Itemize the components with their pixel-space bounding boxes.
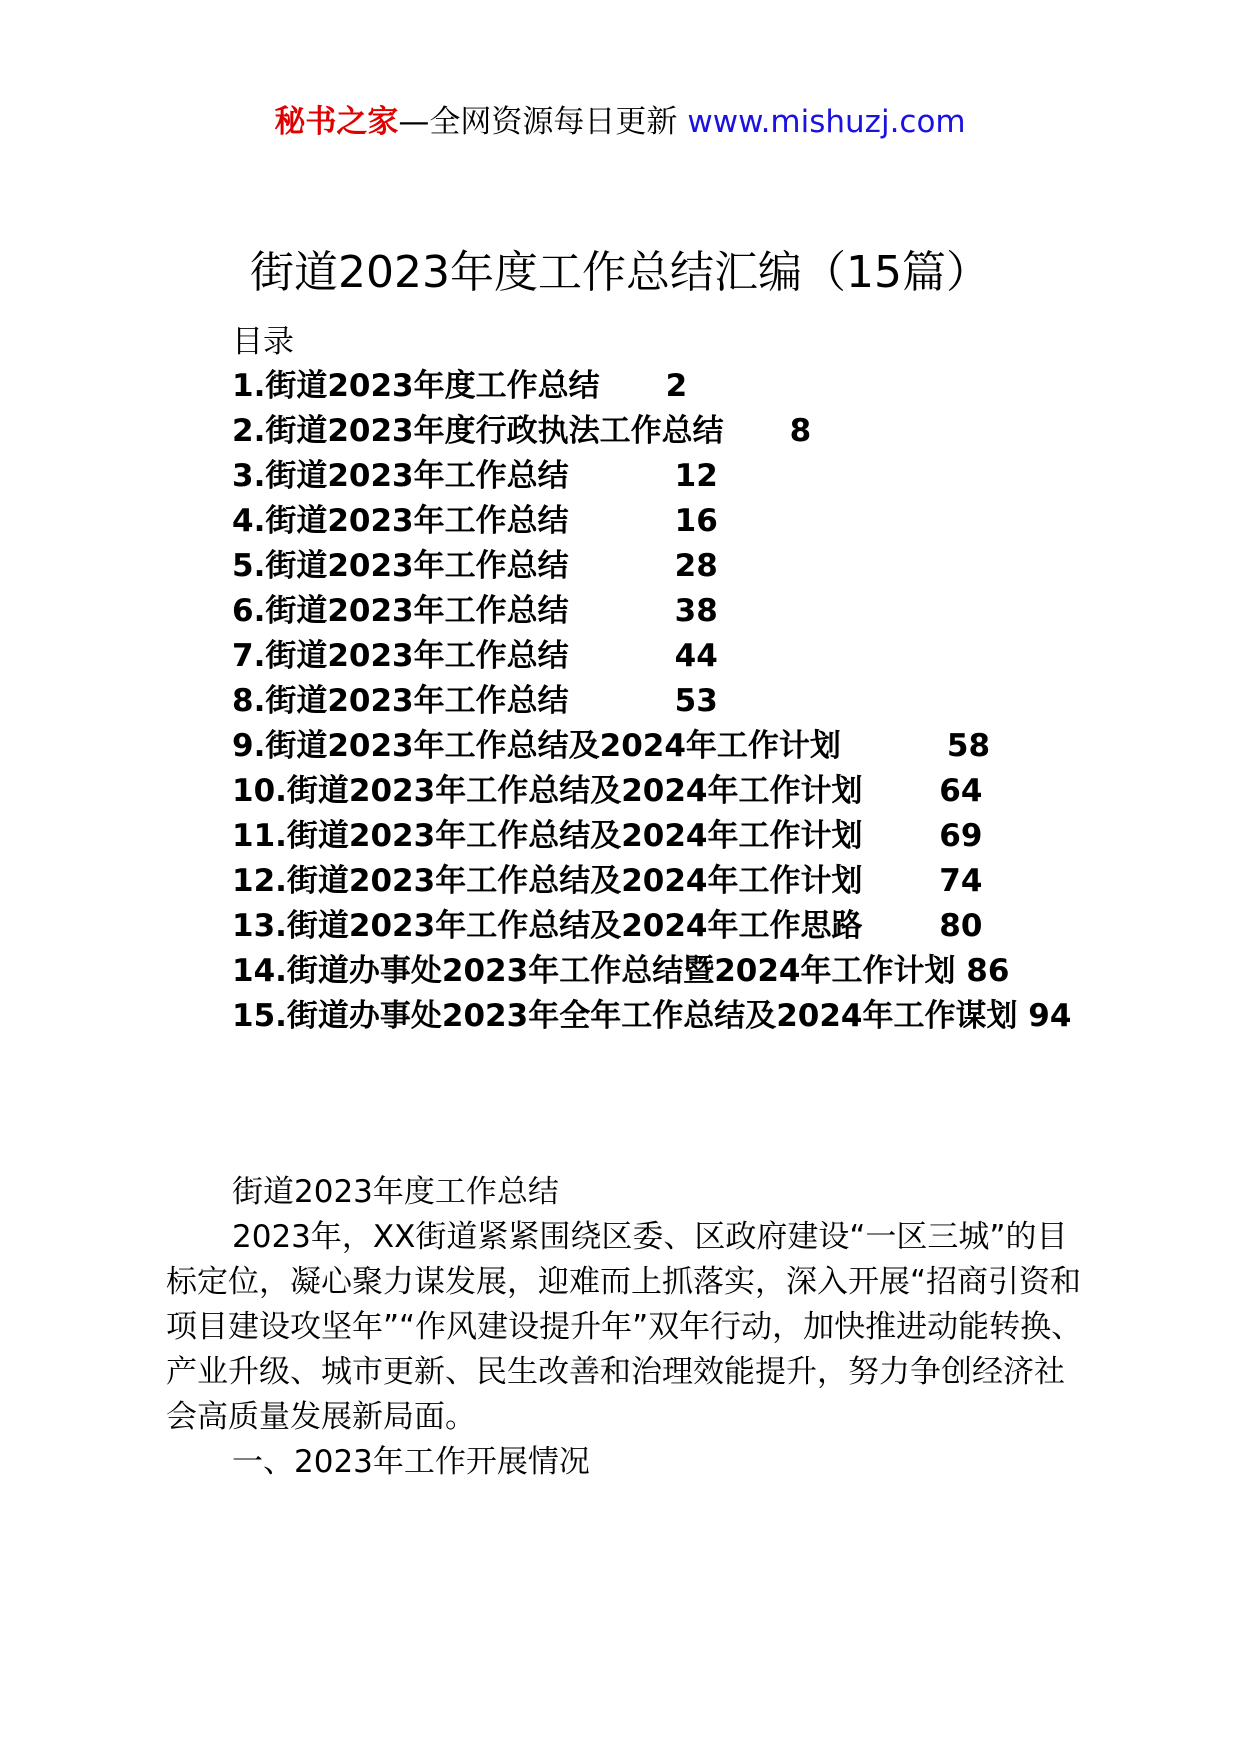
- toc-item-page: 74: [939, 863, 983, 899]
- toc-item-page: 58: [946, 728, 991, 764]
- toc-item-page: 80: [939, 908, 983, 944]
- toc-item-page: 16: [674, 503, 718, 539]
- site-header: [0, 102, 1240, 142]
- toc-item-label: 3.街道2023年工作总结: [232, 458, 569, 494]
- section-title: 街道2023年度工作总结: [232, 1174, 559, 1210]
- toc-item-label: 13.街道2023年工作总结及2024年工作思路: [232, 908, 863, 944]
- toc-item[interactable]: [166, 634, 1086, 679]
- toc-item[interactable]: [166, 499, 1086, 544]
- toc-item-label: 5.街道2023年工作总结: [232, 548, 569, 584]
- toc-item-page: 53: [674, 683, 718, 719]
- toc-item[interactable]: [166, 994, 1086, 1039]
- toc-item[interactable]: [166, 679, 1086, 724]
- toc-item-page: 86: [966, 953, 1010, 989]
- document-body: [166, 1170, 1086, 1485]
- toc-item[interactable]: [166, 814, 1086, 859]
- toc-item[interactable]: [166, 859, 1086, 904]
- toc-item[interactable]: [166, 949, 1086, 994]
- toc-item[interactable]: [166, 364, 1086, 409]
- toc-item-label: 12.街道2023年工作总结及2024年工作计划: [232, 863, 863, 899]
- toc-item-page: 69: [939, 818, 983, 854]
- toc-item[interactable]: [166, 769, 1086, 814]
- toc-item[interactable]: [166, 589, 1086, 634]
- toc-item-page: 2: [665, 368, 688, 404]
- toc-item-label: 4.街道2023年工作总结: [232, 503, 569, 539]
- toc-item-page: 94: [1028, 998, 1072, 1034]
- document-title: 街道2023年度工作总结汇编（15篇）: [250, 247, 990, 298]
- site-url-link[interactable]: www.mishuzj.com: [687, 104, 966, 140]
- toc-item-label: 2.街道2023年度行政执法工作总结: [232, 413, 724, 449]
- toc-item-label: 11.街道2023年工作总结及2024年工作计划: [232, 818, 863, 854]
- toc-item-page: 12: [674, 458, 718, 494]
- toc-item-label: 8.街道2023年工作总结: [232, 683, 569, 719]
- toc-item-label: 7.街道2023年工作总结: [232, 638, 569, 674]
- toc-item-page: 44: [674, 638, 718, 674]
- toc-item-page: 8: [789, 413, 812, 449]
- toc-item-label: 1.街道2023年度工作总结: [232, 368, 600, 404]
- toc-item-label: 14.街道办事处2023年工作总结暨2024年工作计划: [232, 953, 956, 989]
- toc-item[interactable]: [166, 544, 1086, 589]
- toc-item-page: 64: [939, 773, 983, 809]
- toc-item[interactable]: [166, 454, 1086, 499]
- toc-item[interactable]: [166, 409, 1086, 454]
- toc-item-label: 15.街道办事处2023年全年工作总结及2024年工作谋划: [232, 998, 1018, 1034]
- toc-item-page: 28: [674, 548, 718, 584]
- body-paragraph: 2023年，XX街道紧紧围绕区委、区政府建设“一区三城”的目标定位，凝心聚力谋发展，迎难而上抓落实，深入开展“招商引资和项目建设攻坚年”“作风建设提升年”双年行动，加快推进动能转换、产业升级、城市更新、民生改善和治理效能提升，努力争创经济社会高质量发展新局面。: [166, 1219, 1083, 1435]
- subheading: 一、2023年工作开展情况: [232, 1444, 590, 1480]
- site-brand: 秘书之家: [274, 104, 399, 140]
- toc-item-page: 38: [674, 593, 718, 629]
- toc-item[interactable]: [166, 724, 1086, 769]
- toc-item[interactable]: [166, 904, 1086, 949]
- toc-item-label: 9.街道2023年工作总结及2024年工作计划: [232, 728, 841, 764]
- toc-item-label: 6.街道2023年工作总结: [232, 593, 569, 629]
- toc-heading: 目录: [232, 324, 294, 360]
- site-tagline: —全网资源每日更新: [398, 104, 678, 140]
- table-of-contents: [166, 364, 1086, 1039]
- toc-item-label: 10.街道2023年工作总结及2024年工作计划: [232, 773, 863, 809]
